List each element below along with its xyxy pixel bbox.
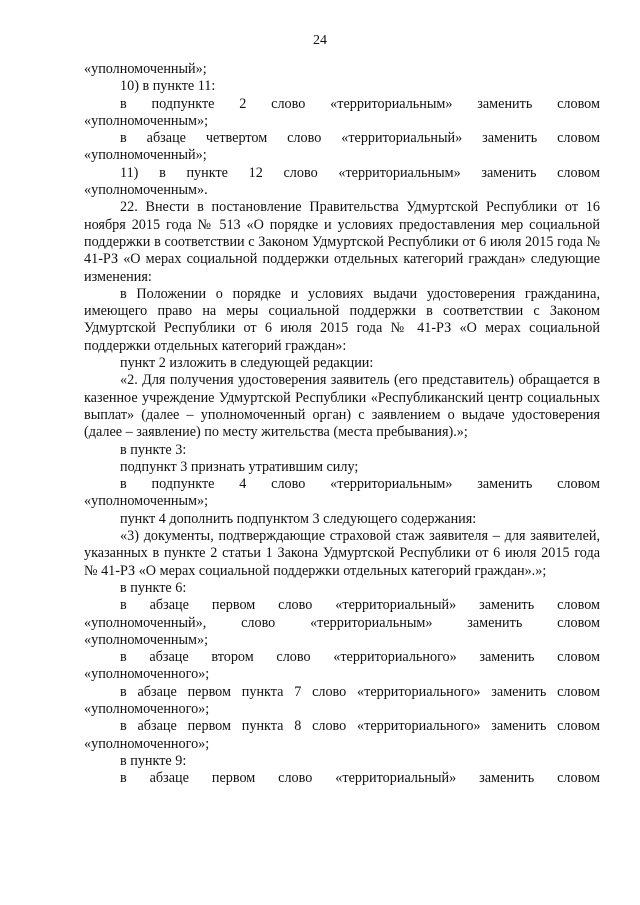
paragraph: в абзаце втором слово «территориального» заменить словом «уполномоченного»; xyxy=(84,649,600,683)
paragraph: пункт 2 изложить в следующей редакции: xyxy=(120,355,374,372)
paragraph: в пункте 6: xyxy=(120,579,187,596)
paragraph: в абзаце первом пункта 8 слово «территориального» заменить словом «уполномоченного»; xyxy=(84,718,600,752)
paragraph: в подпункте 4 слово «территориальным» заменить словом «уполномоченным»; xyxy=(84,476,600,510)
document-body xyxy=(84,61,600,787)
paragraph: в абзаце первом пункта 7 слово «территориального» заменить словом «уполномоченного»; xyxy=(84,683,600,717)
paragraph: в подпункте 2 слово «территориальным» заменить словом «уполномоченным»; xyxy=(84,95,600,129)
paragraph: в абзаце первом слово «территориальный» заменить словом xyxy=(120,770,600,787)
paragraph: пункт 4 дополнить подпунктом 3 следующего содержания: xyxy=(120,510,477,527)
paragraph: в абзаце четвертом слово «территориальный» заменить словом «уполномоченный»; xyxy=(84,130,600,164)
paragraph: в пункте 9: xyxy=(120,752,187,769)
paragraph: «уполномоченный»; xyxy=(84,61,207,77)
paragraph: «3) документы, подтверждающие страховой стаж заявителя – для заявителей, указанных в пункте 2 статьи 1 Закона Удмуртской Республики от 6 июля 2015 года № 41-РЗ «О мерах социальной поддержки отдельных категорий граждан».»; xyxy=(84,528,600,579)
paragraph: 22. Внести в постановление Правительства Удмуртской Республики от 16 ноября 2015 года № 513 «О порядке и условиях предоставления мер социальной поддержки в соответствии с Законом Удмуртской Республики от 6 июля 2015 года № 41-РЗ «О мерах социальной поддержки отдельных категорий граждан» следующие изменения: xyxy=(84,199,600,285)
paragraph: 10) в пункте 11: xyxy=(120,78,216,95)
paragraph: «2. Для получения удостоверения заявитель (его представитель) обращается в казенное учреждение Удмуртской Республики «Республиканский центр социальных выплат» (далее – уполномоченный орган) с заявлением о выдаче удостоверения (далее – заявление) по месту жительства (места пребывания).»; xyxy=(84,372,600,441)
paragraph: в пункте 3: xyxy=(120,441,187,458)
paragraph: 11) в пункте 12 слово «территориальным» заменить словом «уполномоченным». xyxy=(84,164,600,199)
paragraph: в абзаце первом слово «территориальный» заменить словом «уполномоченный», слово «территориальным» заменить словом «уполномоченным»; xyxy=(84,597,600,648)
paragraph: подпункт 3 признать утратившим силу; xyxy=(120,458,359,475)
paragraph: в Положении о порядке и условиях выдачи удостоверения гражданина, имеющего право на меры социальной поддержки в соответствии с Законом Удмуртской Республики от 6 июля 2015 года № 41-РЗ «О мерах социальной поддержки отдельных категорий граждан»: xyxy=(84,285,600,354)
page-number: 24 xyxy=(313,33,327,48)
